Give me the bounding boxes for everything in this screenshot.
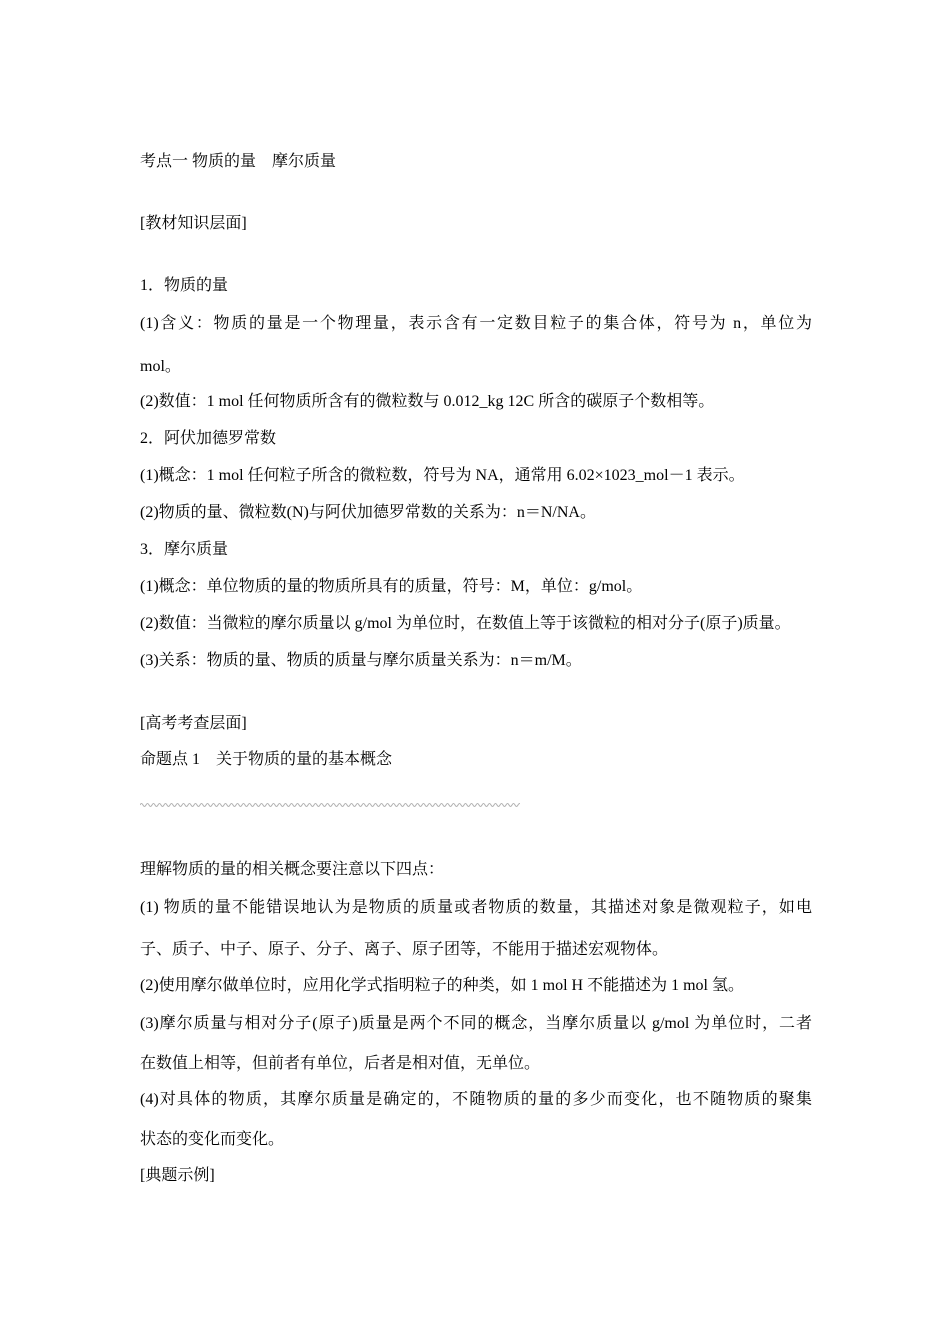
note-4-line-2: 状态的变化而变化。 [140,1131,285,1148]
item-molar-value: (2)数值：当微粒的摩尔质量以 g/mol 为单位时，在数值上等于该微粒的相对分子(原子)质量。 [140,615,791,632]
item-definition-line-1: (1)含义：物质的量是一个物理量，表示含有一定数目粒子的集合体，符号为 n，单位为 [140,315,812,332]
exam-heading: [高考考查层面] [140,715,247,732]
item-value: (2)数值：1 mol 任何物质所含有的微粒数与 0.012_kg 12C 所含的碳原子个数相等。 [140,393,715,410]
item-molar-relation: (3)关系：物质的量、物质的质量与摩尔质量关系为：n＝m/M。 [140,652,582,669]
proposition-title: 命题点 1 关于物质的量的基本概念 [140,751,393,768]
textbook-heading: [教材知识层面] [140,215,247,232]
notes-intro: 理解物质的量的相关概念要注意以下四点： [140,861,445,878]
item-heading-1: 1．物质的量 [140,277,229,294]
item-molar-concept: (1)概念：单位物质的量的物质所具有的质量，符号：M，单位：g/mol。 [140,578,643,595]
wavy-divider [140,800,520,808]
note-1-line-2: 子、质子、中子、原子、分子、离子、原子团等，不能用于描述宏观物体。 [140,941,669,958]
section-title: 考点一 物质的量 摩尔质量 [140,153,337,170]
note-2: (2)使用摩尔做单位时，应用化学式指明粒子的种类，如 1 mol H 不能描述为 1 mol 氢。 [140,977,744,994]
note-3-line-1: (3)摩尔质量与相对分子(原子)质量是两个不同的概念，当摩尔质量以 g/mol 为单位时，二者 [140,1015,812,1032]
note-1-line-1: (1) 物质的量不能错误地认为是物质的质量或者物质的数量，其描述对象是微观粒子，如电 [140,899,812,916]
item-heading-3: 3．摩尔质量 [140,541,229,558]
note-3-line-2: 在数值上相等，但前者有单位，后者是相对值，无单位。 [140,1055,541,1072]
item-heading-2: 2．阿伏加德罗常数 [140,430,277,447]
note-4-line-1: (4)对具体的物质，其摩尔质量是确定的，不随物质的量的多少而变化，也不随物质的聚集 [140,1091,812,1108]
item-concept: (1)概念：1 mol 任何粒子所含的微粒数，符号为 NA，通常用 6.02×1023_mol－1 表示。 [140,467,745,484]
example-heading: [典题示例] [140,1167,215,1184]
item-definition-line-2: mol。 [140,358,181,375]
item-relation: (2)物质的量、微粒数(N)与阿伏加德罗常数的关系为：n＝N/NA。 [140,504,596,521]
